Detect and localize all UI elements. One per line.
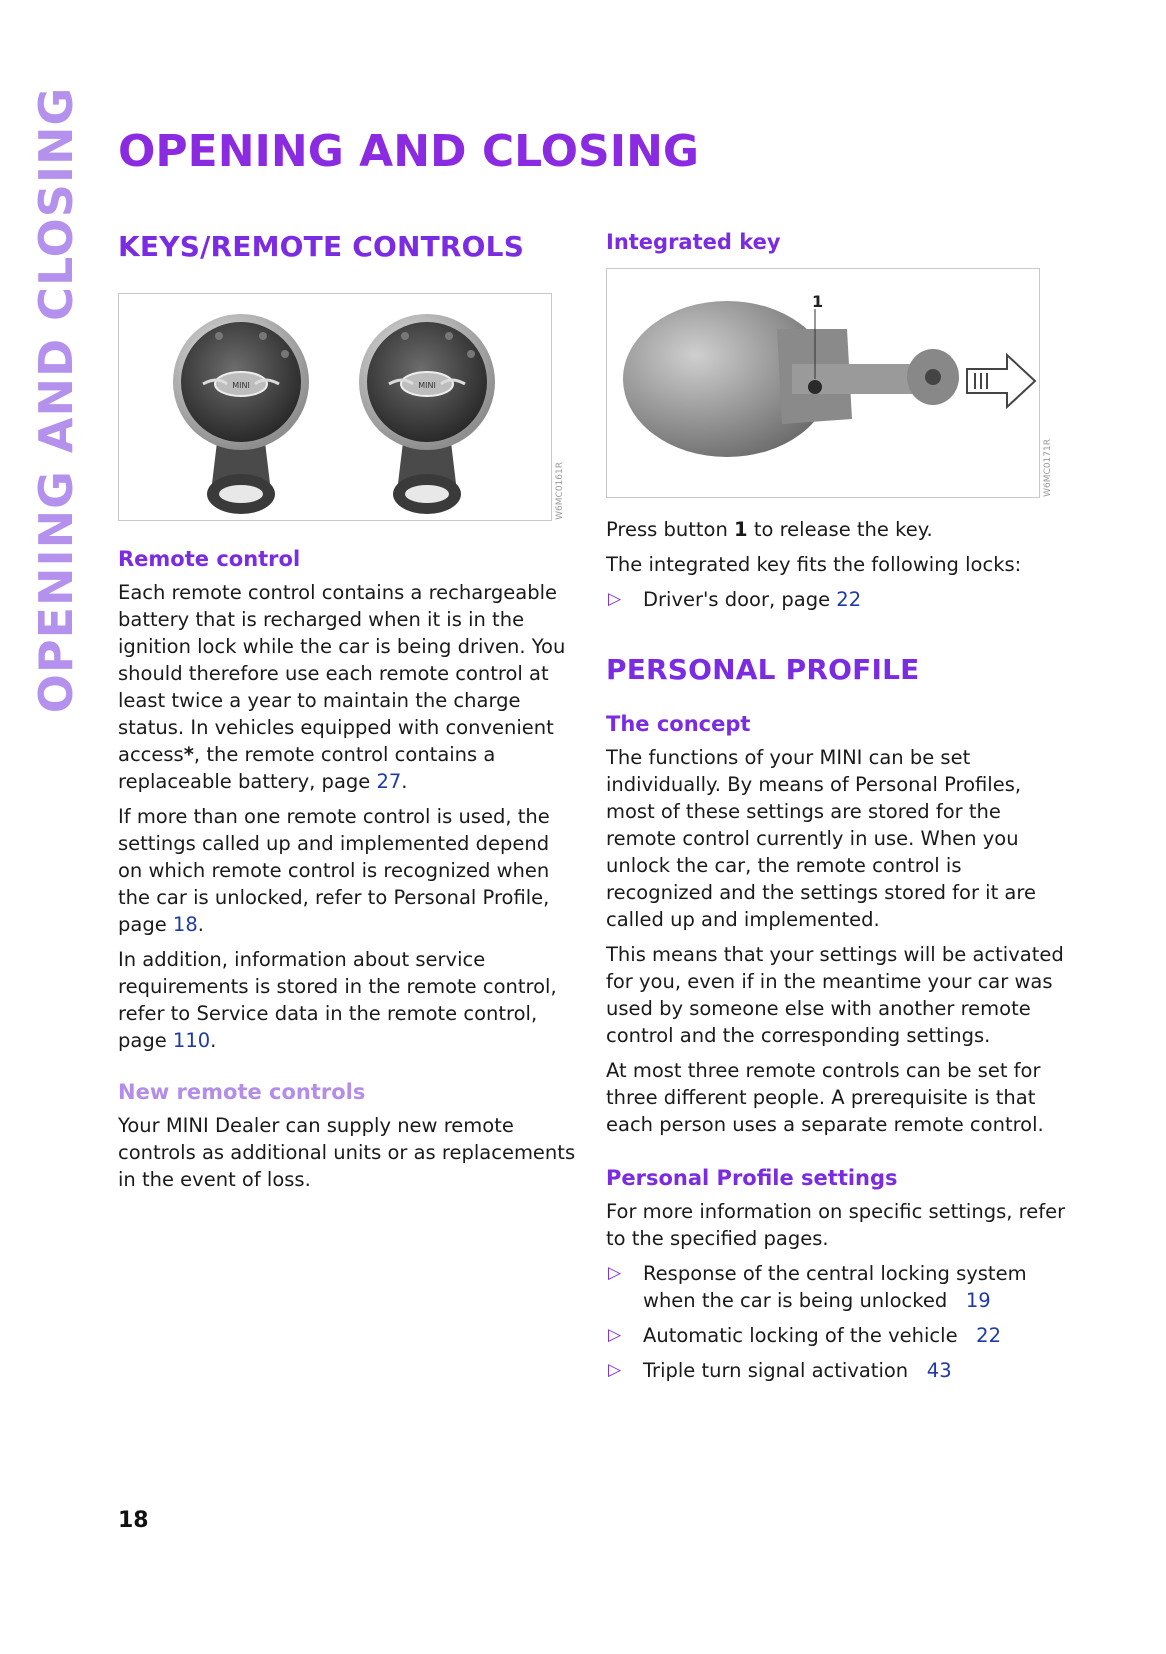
- page-link-22[interactable]: 22: [836, 588, 862, 611]
- side-tab: [26, 86, 86, 714]
- heading-the-concept: The concept: [606, 712, 751, 736]
- heading-integrated-key: Integrated key: [606, 230, 781, 254]
- heading-personal-profile-settings: Personal Profile settings: [606, 1166, 898, 1190]
- triangle-bullet-icon: ▷: [608, 1360, 622, 1380]
- page-link-22b[interactable]: 22: [976, 1324, 1001, 1347]
- section-title-keys: KEYS/REMOTE CONTROLS: [118, 230, 525, 263]
- svg-text:MINI: MINI: [418, 381, 436, 390]
- arrow-right-icon: [967, 355, 1035, 407]
- list-item: ▷ Response of the central locking system when the car is being unlocked 19: [608, 1262, 1027, 1312]
- remote-control-right: [359, 314, 495, 514]
- left-column: [118, 230, 578, 1201]
- concept-paragraph-2: This means that your settings will be activated for you, even if in the meantime your car was used by someone else with another remote control and the corresponding settings.: [606, 943, 1064, 1047]
- right-column: [606, 230, 1066, 1392]
- svg-text:MINI: MINI: [232, 381, 250, 390]
- page-link-19[interactable]: 19: [965, 1289, 991, 1312]
- page-link-27[interactable]: 27: [376, 770, 402, 793]
- remote-controls-illustration: [119, 294, 551, 520]
- section-title-personal-profile: PERSONAL PROFILE: [606, 653, 920, 686]
- remote-controls-figure: [118, 293, 565, 521]
- integrated-key-paragraph-2: The integrated key fits the following locks:: [606, 553, 1022, 576]
- list-item: ▷ Triple turn signal activation 43: [608, 1359, 952, 1382]
- remote-control-paragraph-2: If more than one remote control is used, the settings called up and implemented depend on which remote control is recognized when the car is unlocked, refer to Personal Profile, page 18.: [118, 805, 550, 936]
- list-item: ▷ Driver's door, page 22: [608, 588, 862, 611]
- triangle-bullet-icon: ▷: [608, 1325, 622, 1345]
- triangle-bullet-icon: ▷: [608, 589, 622, 609]
- list-item: ▷ Automatic locking of the vehicle 22: [608, 1324, 1001, 1347]
- remote-control-left: [173, 314, 309, 514]
- page-number: 18: [118, 1508, 149, 1533]
- profile-settings-paragraph: For more information on specific settings, refer to the specified pages.: [606, 1200, 1066, 1250]
- triangle-bullet-icon: ▷: [608, 1263, 622, 1283]
- concept-paragraph-1: The functions of your MINI can be set individually. By means of Personal Profiles, most of these settings are stored for the remote control currently in use. When you unlock the car, the remote control is recognized and the settings stored for it are called up and implemented.: [606, 746, 1036, 931]
- page-title: OPENING AND CLOSING: [118, 126, 700, 177]
- heading-new-remote-controls: New remote controls: [118, 1080, 366, 1104]
- side-tab-label: OPENING AND CLOSING: [29, 86, 83, 714]
- concept-paragraph-3: At most three remote controls can be set for three different people. A prerequisite is that each person uses a separate remote control.: [606, 1059, 1044, 1136]
- integrated-key-list: [606, 586, 1066, 613]
- remote-control-paragraph-3: In addition, information about service requirements is stored in the remote control, refer to Service data in the remote control, page 110.: [118, 948, 557, 1052]
- figure-code-right: W6MC0171R: [1043, 439, 1053, 497]
- heading-remote-control: Remote control: [118, 547, 301, 571]
- page-link-110[interactable]: 110: [172, 1029, 211, 1052]
- new-remote-paragraph: Your MINI Dealer can supply new remote controls as additional units or as replacements in the event of loss.: [118, 1114, 576, 1191]
- page-link-18[interactable]: 18: [172, 913, 198, 936]
- remote-control-paragraph-1: Each remote control contains a rechargeable battery that is recharged when it is in the ignition lock while the car is being driven. You should therefore use each remote control at least twice a year to maintain the charge status. In vehicles equipped with convenient access*, the remote control contains a replaceable battery, page 27.: [118, 581, 566, 793]
- integrated-key-paragraph-1: Press button 1 to release the key.: [606, 518, 933, 541]
- page-link-43[interactable]: 43: [926, 1359, 952, 1382]
- callout-1: 1: [812, 292, 824, 311]
- figure-code-left: W6MC0161R: [555, 462, 565, 520]
- integrated-key-illustration: [607, 269, 1039, 497]
- profile-settings-list: [606, 1260, 1066, 1384]
- integrated-key-figure: [606, 268, 1053, 498]
